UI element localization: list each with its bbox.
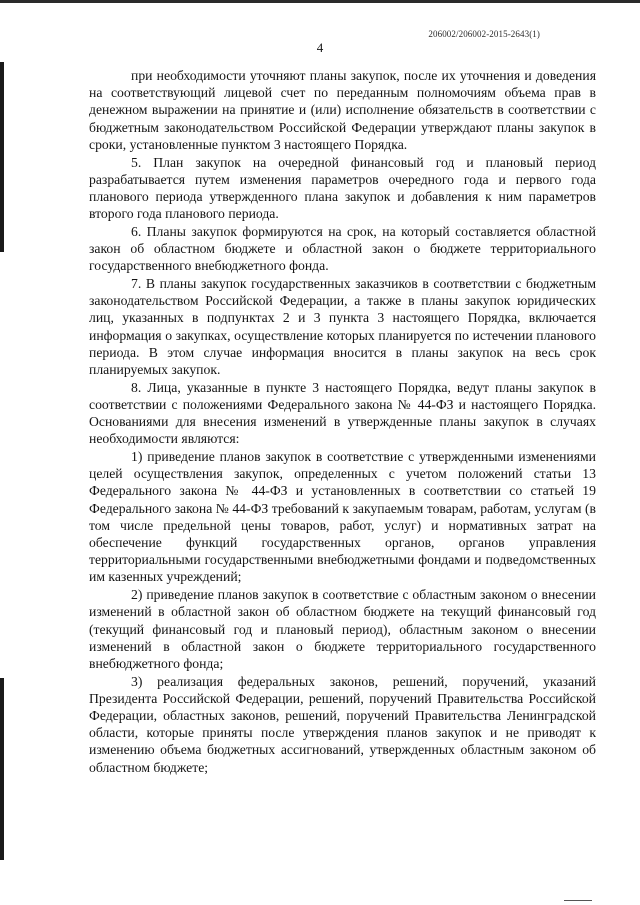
- scan-binding-mark-upper: [0, 62, 4, 252]
- scan-binding-mark-lower: [0, 678, 4, 860]
- subitem-2: 2) приведение планов закупок в соответствие с областным законом о внесении изменений в областной закон об областном бюджете на текущий финансовый год (текущий финансовый год и плановый период), областным законом о внесении изменений в областной закон о бюджете территориального государственного внебюджетного фонда;: [89, 587, 596, 671]
- document-id: 206002/206002-2015-2643(1): [428, 29, 540, 39]
- paragraph-5: 5. План закупок на очередной финансовый год и плановый период разрабатывается путем изменения параметров очередного года и первого года планового периода утвержденного плана закупок и добавления к ним параметров второго года планового периода.: [89, 154, 596, 222]
- paragraph-7: 7. В планы закупок государственных заказчиков в соответствии с бюджетным законодательством Российской Федерации, а также в планы закупок юридических лиц, указанных в подпунктах 2 и 3 пункта 3 настоящего Порядка, включается информация о закупках, осуществление которых планируется по истечении планового периода. В этом случае информация вносится в планы закупок на весь срок планируемых закупок.: [89, 275, 596, 377]
- page-number: 4: [316, 40, 324, 55]
- paragraph-6: 6. Планы закупок формируются на срок, на который составляется областной закон об областном бюджете и областной закон о бюджете территориального государственного внебюджетного фонда.: [89, 223, 596, 274]
- paragraph-8: 8. Лица, указанные в пункте 3 настоящего Порядка, ведут планы закупок в соответствии с положениями Федерального закона № 44-ФЗ и настоящего Порядка. Основаниями для внесения изменений в утвержденные планы закупок в случаях необходимости являются:: [89, 379, 596, 447]
- scan-corner-mark: [564, 900, 592, 901]
- paragraph-continuation: при необходимости уточняют планы закупок, после их уточнения и доведения на соответствующий лицевой счет по переданным полномочиям объема прав в денежном выражении на принятие и (или) исполнение обязательств в соответствии с бюджетным законодательством Российской Федерации утверждают планы закупок в сроки, установленные пунктом 3 настоящего Порядка.: [89, 68, 596, 152]
- subitem-3: 3) реализация федеральных законов, решений, поручений, указаний Президента Российской Федерации, решений, поручений Правительства Российской Федерации, областных законов, решений, поручений Правительства Ленинградской области, которые приняты после утверждения планов закупок и не приводят к изменению объема бюджетных ассигнований, утвержденных областным законом об областном бюджете;: [89, 673, 596, 775]
- document-body: [89, 67, 596, 776]
- subitem-1: 1) приведение планов закупок в соответствие с утвержденными изменениями целей осуществления закупок, определенных с учетом положений статьи 13 Федерального закона № 44-ФЗ и установленных в соответствии со статьей 19 Федерального закона № 44-ФЗ требований к закупаемым товарам, работам, услугам (в том числе предельной цены товаров, работ, услуг) и нормативных затрат на обеспечение функций государственных органов, органов управления территориальными государственными внебюджетными фондами и подведомственных им казенных учреждений;: [89, 448, 596, 585]
- scan-top-edge: [0, 0, 640, 3]
